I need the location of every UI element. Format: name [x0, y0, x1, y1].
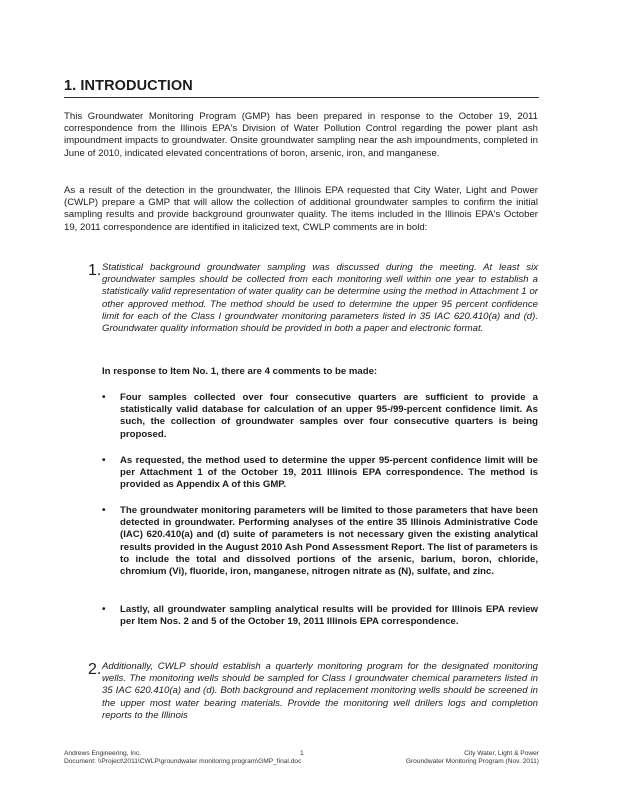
footer-document-path: Document: \\Project\2011\CWLP\groundwater monitoring program\GMP_final.doc — [64, 758, 302, 765]
footer-right — [406, 750, 539, 766]
item-number: 1. — [88, 262, 102, 279]
bullet-dot-icon: • — [102, 505, 106, 516]
bullet-dot-icon: • — [102, 604, 106, 615]
intro-paragraph-1: This Groundwater Monitoring Program (GMP) has been prepared in response to the October 19, 2011 correspondence from the Illinois EPA's Division of Water Pollution Control regarding the power plant ash impoundment impacts to groundwater. Onsite groundwater sampling near the ash impoundments, completed in June of 2010, indicated elevated concentrations of boron, arsenic, iron, and manganese. — [64, 111, 538, 159]
item-text: Statistical background groundwater sampling was discussed during the meeting. At least six groundwater samples should be collected from each monitoring well within one year to establish a statistically valid representation of water quality can be determine using the method in Attachment 1 or other approved method. The method should be used to determine the upper 95 percent confidence limit for each of the Class I groundwater monitoring parameters listed in 35 IAC 620.410(a) and (d). Groundwater quality information should be provided in both a paper and electronic format. — [102, 262, 538, 335]
response-intro: In response to Item No. 1, there are 4 comments to be made: — [102, 366, 378, 377]
bullet-text: The groundwater monitoring parameters will be limited to those parameters that have been detected in groundwater. Performing analyses of the entire 35 Illinois Administrative Code (IAC) 620.410(a) and (d) suite of parameters is not necessary given the existing analytical results provided in the August 2010 Ash Pond Assessment Report. The list of parameters is to include the total and dissolved portions of the arsenic, barium, boron, chloride, chromium (Vi), fluoride, iron, manganese, nitrogen nitrate as (N), sulfate, and zinc. — [120, 505, 538, 578]
bullet-dot-icon: • — [102, 455, 106, 466]
numbered-item-1 — [88, 262, 538, 335]
bullet-item — [102, 505, 538, 578]
footer-client: City Water, Light & Power — [464, 750, 539, 757]
section-heading: 1. INTRODUCTION — [64, 78, 193, 94]
item-text: Additionally, CWLP should establish a quarterly monitoring program for the designated monitoring wells. The monitoring wells should be sampled for Class I groundwater chemical parameters listed in 35 IAC 620.410(a) and (d). Both background and replacement monitoring wells should be screened in the upper most water bearing materials. Provide the monitoring well drillers logs and completion reports to the Illinois — [102, 661, 538, 721]
heading-underline — [64, 97, 539, 98]
bullet-item — [102, 604, 538, 628]
bullet-item — [102, 392, 538, 441]
footer-left — [64, 750, 301, 766]
bullet-item — [102, 455, 538, 492]
footer-page-number: 1 — [300, 750, 304, 757]
bullet-text: Four samples collected over four consecutive quarters are sufficient to provide a statistically valid database for calculation of an upper 95-/99-percent confidence limit. As such, the collection of groundwater samples over four consecutive quarters is being proposed. — [120, 392, 538, 440]
intro-paragraph-2: As a result of the detection in the groundwater, the Illinois EPA requested that City Water, Light and Power (CWLP) prepare a GMP that will allow the collection of additional groundwater samples to confirm the initial sampling results and provide background grounwater quality. The items included in the Illinois EPA's October 19, 2011 correspondence are identified in italicized text, CWLP comments are in bold: — [64, 185, 538, 233]
item-number: 2. — [88, 661, 102, 678]
numbered-item-2 — [88, 661, 538, 722]
bullet-dot-icon: • — [102, 392, 106, 403]
footer-document-title: Groundwater Monitoring Program (Nov. 2011) — [405, 758, 539, 765]
footer-company: Andrews Engineering, Inc. — [64, 750, 141, 757]
bullet-text: Lastly, all groundwater sampling analytical results will be provided for Illinois EPA review per Item Nos. 2 and 5 of the October 19, 2011 Illinois EPA correspondence. — [120, 604, 538, 628]
bullet-text: As requested, the method used to determine the upper 95-percent confidence limit will be per Attachment 1 of the October 19, 2011 Illinois EPA correspondence. The method is provided as Appendix A of this GMP. — [120, 455, 538, 491]
